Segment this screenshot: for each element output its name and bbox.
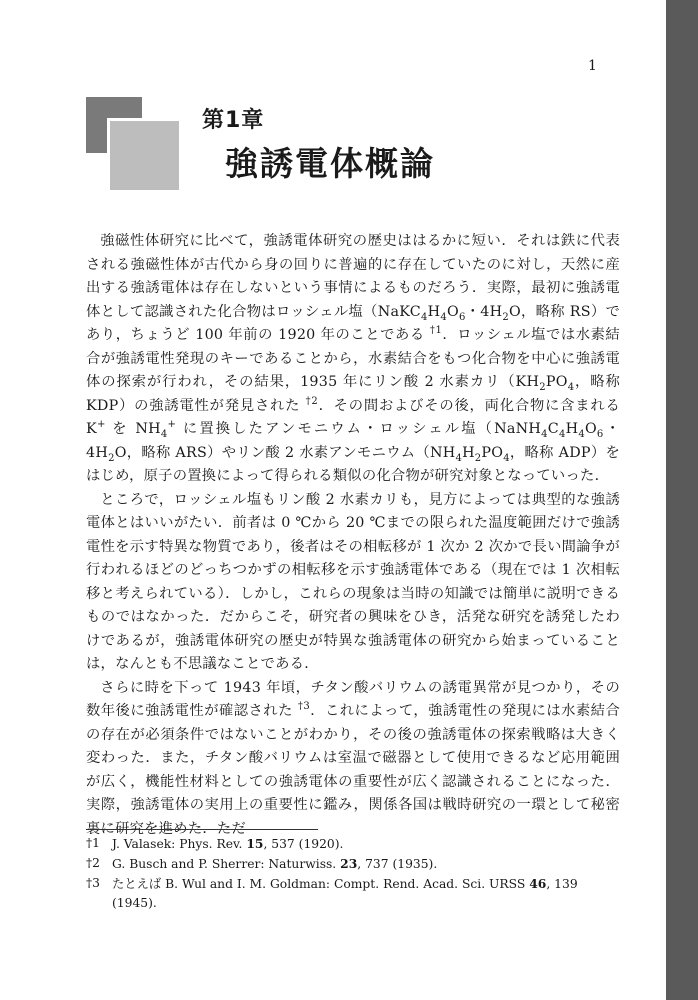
footnote-text: たとえば B. Wul and I. M. Goldman: Compt. Rend. Acad. Sci. URSS 46, 139 (1945). — [112, 876, 578, 910]
paragraph-1: 強磁性体研究に比べて，強誘電体研究の歴史ははるかに短い．それは鉄に代表される強磁性体が古代から身の回りに普遍的に存在していたのに対し，天然に産出する強誘電体は存在しないという事情によるものだろう．実際，最初に強誘電体として認識された化合物はロッシェル塩（$NaKC_4H_4O_6$・$4H_2O$，略称 RS）であり，ちょうど 100 年前の 1920 年のことである $^{\dagger 1}$．ロッシェル塩では水素結合が強誘電性発現のキーであることから，水素結合をもつ化合物を中心に強誘電体の探索が行われ，その結果，1935 年にリン酸 2 水素カリ（$KH_2PO_4$，略称 KDP）の強誘電性が発見された $^{\dagger 2}$．その間およびその後，両化合物に含まれる K+ を $NH_4^+$ に置換したアンモニウム・ロッシェル塩（$NaNH_4C_4H_4O_6$・$4H_2O$，略称 ARS）やリン酸 2 水素アンモニウム（$NH_4H_2PO_4$，略称 ADP）をはじめ，原子の置換によって得られる類似の化合物が研究対象となっていった． — [86, 233, 621, 484]
footnote-mark: †1 — [86, 836, 100, 850]
footnote-text: J. Valasek: Phys. Rev. 15, 537 (1920). — [112, 836, 344, 851]
footnote-divider — [86, 829, 318, 830]
footnotes — [86, 834, 620, 913]
footnote-1 — [86, 834, 620, 854]
body-text — [86, 230, 620, 841]
paragraph-3: さらに時を下って 1943 年頃，チタン酸バリウムの誘電異常が見つかり，その数年後に強誘電性が確認された $^{\dagger 3}$．これによって，強誘電性の発現には水素結合の存在が必須条件ではないことがわかり，その後の強誘電体の探索戦略は大きく変わった．また，チタン酸バリウムは室温で磁器として使用できるなど応用範囲が広く，機能性材料としての強誘電体の重要性が広く認識されることになった．実際，強誘電体の実用上の重要性に鑑み，関係各国は戦時研究の一環として秘密裏に研究を進めた．ただ — [86, 679, 620, 837]
footnote-2 — [86, 854, 620, 874]
footnote-3 — [86, 874, 620, 913]
chapter-decoration-front — [107, 118, 179, 190]
chapter-title: 強誘電体概論 — [225, 144, 435, 183]
footnote-mark: †2 — [86, 856, 100, 870]
page-number: 1 — [588, 58, 597, 74]
footnote-text: G. Busch and P. Sherrer: Naturwiss. 23, 737 (1935). — [112, 856, 438, 871]
paragraph-2: ところで，ロッシェル塩もリン酸 2 水素カリも，見方によっては典型的な強誘電体とはいいがたい．前者は 0 ℃から 20 ℃までの限られた温度範囲だけで強誘電性を示す特異な物質であり，後者はその相転移が 1 次か 2 次かで長い間論争が行われるほどのどっちつかずの相転移を示す強誘電体である（現在では 1 次相転移と考えられている）．しかし，これらの現象は当時の知識では簡単に説明できるものではなかった．だからこそ，研究者の興味をひき，活発な研究を誘発したわけであるが，強誘電体研究の歴史が特異な強誘電体の研究から始まっていることは，なんとも不思議なことである． — [86, 491, 620, 672]
footnote-mark: †3 — [86, 876, 100, 890]
page-edge-tab — [666, 0, 698, 1000]
chapter-label: 第1章 — [202, 108, 265, 133]
